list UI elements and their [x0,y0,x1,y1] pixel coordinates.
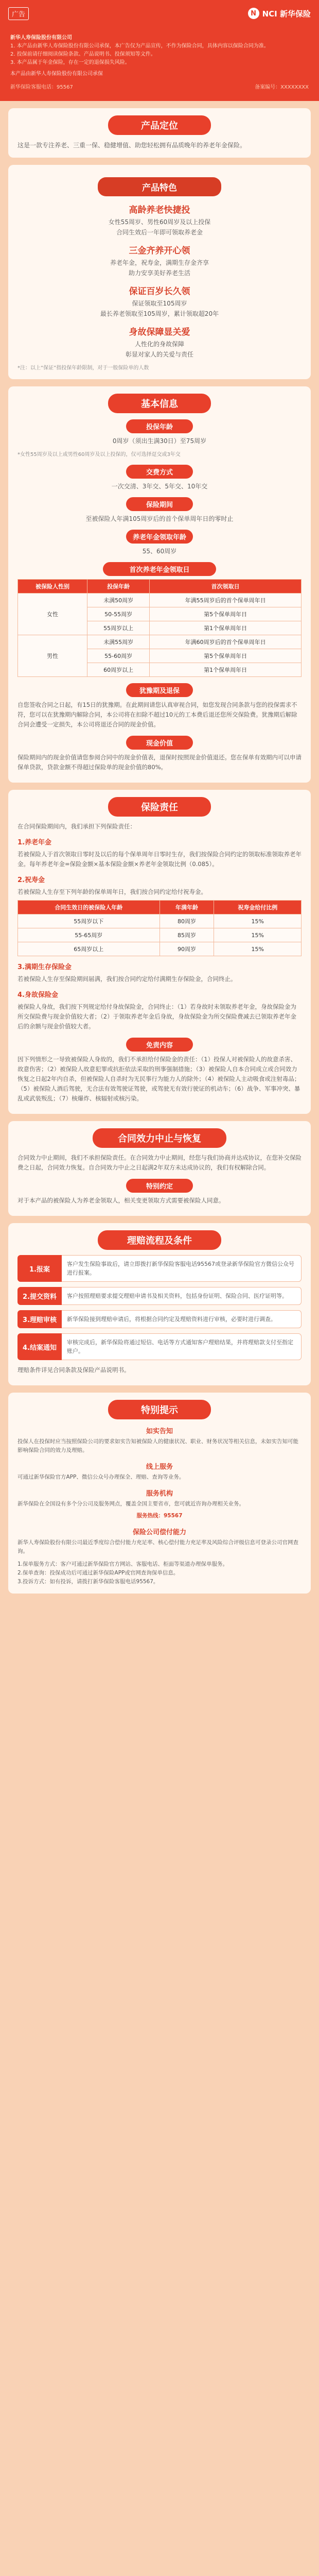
ad-badge: 广告 [8,7,29,20]
table-header: 合同生效日的被保险人年龄 [18,901,160,914]
feature-text: 养老年金，祝寿金，满期生存金齐享 [110,259,209,266]
contract-section [8,1121,311,1216]
feature-text: 人性化的身故保障 [134,341,184,348]
claim-step-label: 1.报案 [17,1255,62,1282]
notice-heading: 线上服务 [146,1463,173,1471]
feature-title: 保证百岁长久领 [129,286,190,297]
table-cell: 第5个保单周年日 [150,649,302,663]
table-cell: 80周岁 [160,914,214,928]
exemption-text: 因下列情形之一导致被保险人身故的，我们不承担给付保险金的责任：（1）投保人对被保险人的故意杀害、故意伤害；（2）被保险人故意犯罪或抗拒依法采取的刑事强制措施；（3）被保险人自本合同成立或合同效力恢复之日起2年内自杀，但被保险人自杀时为无民事行为能力人的除外；（4）被保险人主动吸食或注射毒品；（5）被保险人酒后驾驶，无合法有效驾驶证驾驶，或驾驶无有效行驶证的机动车；（6）战争、军事冲突、暴乱或武装叛乱；（7）核爆炸、核辐射或核污染。 [17,1056,300,1102]
table-header: 投保年龄 [87,580,150,594]
section-title: 保险责任 [108,797,211,817]
table-cell: 未满55周岁 [87,635,150,649]
table-row [18,594,302,607]
claim-step-label: 3.理赔审核 [17,1310,62,1328]
positioning-text: 这是一款专注养老、三重一保、稳健增值、助您轻松拥有品质晚年的养老年金保险。 [17,142,246,149]
pay-text: 一次交清、3年交、5年交、10年交 [111,483,208,490]
section-title: 基本信息 [108,394,211,413]
notice-heading: 服务机构 [146,1490,173,1498]
hero-sub: 本产品由新华人寿保险股份有限公司承保 [10,71,103,77]
cash-pill: 现金价值 [126,736,193,750]
hero-foot-right: 备案编号：XXXXXXXX [255,84,309,90]
hesitation-text: 自您签收合同之日起，有15日的犹豫期。在此期间请您认真审视合同，如您发现合同条款与您的投保需求不符，您可以在犹豫期内解除合同，本公司将在扣除不超过10元的工本费后退还您所交保险费。犹豫期后解除合同会遭受一定损失，本公司将退还合同的现金价值。 [17,701,297,728]
claim-step-label: 4.结案通知 [17,1333,62,1360]
hero-disclaimer [0,27,319,101]
table-cell: 90周岁 [160,942,214,956]
tip-item: 1.保单服务方式：客户可通过新华保险官方网站、客服电话、柜面等渠道办理保单服务。 [17,1561,228,1567]
table-cell: 男性 [18,635,87,677]
table-header: 祝寿金给付比例 [214,901,302,914]
table-row [18,942,302,956]
table-cell: 15% [214,942,302,956]
features-note: *注：以上“保证”指投保年龄限制，对于一般保险单的人数 [17,365,149,371]
table-cell: 50-55周岁 [87,607,150,621]
first-pay-title: 首次养老年金领取日 [103,562,216,576]
notice-text: 可通过新华保险官方APP、微信公众号办理保全、理赔、查询等业务。 [17,1474,185,1480]
coverage-item-title: 4.身故保险金 [17,991,58,999]
coverage-item-text: 若被保险人生存至保险期间届满，我们按合同约定给付满期生存保险金，合同终止。 [17,975,237,982]
table-cell: 第1个保单周年日 [150,663,302,677]
hero-line: 1. 本产品由新华人寿保险股份有限公司承保，本广告仅为产品宣传，不作为保险合同，具体内容以保险合同为准。 [10,43,269,49]
claim-step [17,1333,302,1360]
table-cell: 55-60周岁 [87,649,150,663]
table-cell: 85周岁 [160,928,214,942]
table-cell: 65周岁以上 [18,942,160,956]
coverage-section [8,790,311,1114]
claims-foot: 理赔条件详见合同条款及保险产品说明书。 [17,1366,130,1374]
table-row [18,914,302,928]
claim-step-text: 客户按照理赔要求提交理赔申请书及相关资料，包括身份证明、保险合同、医疗证明等。 [62,1287,302,1305]
feature-text: 助力安享美好养老生活 [128,269,190,277]
feature-text: 最长养老领取至105周岁，累计领取超20年 [100,310,219,317]
notice-section [8,1393,311,1594]
table-cell: 15% [214,928,302,942]
feature-title: 身故保障显关爱 [129,327,190,337]
notice-text: 新华人寿保险股份有限公司最近季度综合偿付能力充足率、核心偿付能力充足率及风险综合评级信息可登录公司官网查询。 [17,1539,298,1554]
table-cell: 年满55周岁后的首个保单周年日 [150,594,302,607]
hero-line: 3. 本产品属于年金保险，存在一定的退保损失风险。 [10,60,130,65]
start-text: 55、60周岁 [142,548,177,555]
claim-step-label: 2.提交资料 [17,1287,62,1305]
section-title: 理赔流程及条件 [98,1230,221,1250]
table-cell: 未满50周岁 [87,594,150,607]
special-pill: 特别约定 [126,1179,193,1193]
age-pill: 投保年龄 [126,419,193,433]
claim-step-text: 客户发生保险事故后，请立即拨打新华保险客服电话95567或登录新华保险官方微信公众号进行报案。 [62,1255,302,1282]
footer-decoration [0,1594,319,1624]
table-cell: 第1个保单周年日 [150,621,302,635]
start-pill: 养老年金领取年龄 [126,530,193,544]
table-cell: 55周岁以下 [18,914,160,928]
positioning-section [8,108,311,158]
tip-item: 3.投诉方式：如有投诉，请拨打新华保险客服电话95567。 [17,1579,159,1585]
section-title: 特别提示 [108,1400,211,1419]
coverage-item-title: 1.养老年金 [17,839,51,846]
hesitation-pill: 犹豫期及退保 [126,683,193,697]
special-text: 对于本产品的被保险人为养老金领取人，相关变更领取方式需要被保险人同意。 [17,1197,225,1204]
hero-foot-left: 新华保险客服电话：95567 [10,84,73,90]
coverage-intro: 在合同保险期间内，我们承担下列保险责任： [17,823,136,830]
period-text: 至被保险人年满105周岁后的首个保单周年日的零时止 [85,515,234,522]
table-cell: 55-65周岁 [18,928,160,942]
table-header: 被保险人性别 [18,580,87,594]
notice-heading: 如实告知 [146,1428,173,1435]
notice-text: 投保人在投保时应当按照保险公司的要求如实告知被保险人的健康状况、职业、财务状况等相关信息，未如实告知可能影响保险合同的效力及理赔。 [17,1438,298,1453]
table-cell: 第5个保单周年日 [150,607,302,621]
coverage-item-title: 2.祝寿金 [17,876,45,884]
table-cell: 年满60周岁后的首个保单周年日 [150,635,302,649]
feature-text: 合同生效后一年即可领取养老金 [116,229,203,236]
coverage-item-text: 若被保险人于首次领取日零时及以后的每个保单周年日零时生存，我们按保险合同约定的领取标准领取养老年金。每年养老年金=保险金额×基本保险金额×养老年金领取比例（0.085）。 [17,851,302,868]
table-cell: 15% [214,914,302,928]
table-header: 首次领取日 [150,580,302,594]
claim-step-text: 审核完成后，新华保险将通过短信、电话等方式通知客户理赔结果，并将理赔款支付至指定账户。 [62,1333,302,1360]
features-section [8,165,311,379]
feature-title: 高龄养老快捷投 [129,205,190,215]
notice-text: 新华保险在全国设有多个分公司及服务网点，覆盖全国主要省市，您可就近咨询办理相关业务。 [17,1501,244,1507]
hero-line: 新华人寿保险股份有限公司 [10,35,72,41]
brand-logo [248,8,311,19]
table-cell: 女性 [18,594,87,635]
features-banner: 产品特色 [98,177,221,196]
table-row [18,928,302,942]
first-pay-table [17,579,302,677]
top-bar [0,0,319,27]
feature-text: 保证领取至105周岁 [132,300,187,307]
coverage-item-text: 被保险人身故，我们按下列规定给付身故保险金，合同终止：（1）若身故时未领取养老年金，身故保险金为所交保险费与现金价值较大者；（2）于领取养老年金后身故，身故保险金为所交保险费减去已领取养老年金后的余额与现金价值较大者。 [17,1003,297,1030]
logo-text: NCI 新华保险 [262,9,311,19]
hotline[interactable]: 服务热线：95567 [136,1513,183,1519]
pay-pill: 交费方式 [126,465,193,479]
table-cell: 55周岁以上 [87,621,150,635]
table-header: 年满年龄 [160,901,214,914]
basic-info-section [8,386,311,783]
claim-step [17,1287,302,1305]
age-note: *女性55周岁及以上或男性60周岁及以上投保的，仅可选择趸交或3年交 [17,452,181,457]
cash-text: 保险期间内的现金价值请您参阅合同中的现金价值表，退保时按照现金价值退还。您在保单有效期内可以申请保单贷款，贷款金额不得超过保险单的现金价值的80%。 [17,754,302,771]
tip-item: 2.保单查询：投保成功后可通过新华保险APP或官网查询保单信息。 [17,1570,179,1576]
claim-step [17,1255,302,1282]
feature-text: 女性55周岁、男性60周岁及以上投保 [108,218,211,226]
coverage-item-title: 3.满期生存保险金 [17,963,72,971]
logo-icon: N [248,8,259,19]
bonus-table [17,900,302,956]
hero-line: 2. 投保前请仔细阅读保险条款、产品说明书、投保须知等文件。 [10,52,156,57]
claim-step-text: 新华保险接到理赔申请后，将根据合同约定及理赔资料进行审核，必要时进行调查。 [62,1310,302,1328]
feature-text: 彰显对家人的关爱与责任 [125,351,193,358]
period-pill: 保险期间 [126,497,193,511]
exemption-pill: 免责内容 [126,1038,193,1052]
notice-heading: 保险公司偿付能力 [132,1529,186,1536]
contract-text: 合同效力中止期间，我们不承担保险责任。在合同效力中止期间，经您与我们协商并达成协议，在您补交保险费之日起，合同效力恢复。自合同效力中止之日起满2年双方未达成协议的，我们有权解除合同。 [17,1154,302,1171]
claims-section [8,1223,311,1385]
feature-title: 三金齐养开心领 [129,246,190,256]
table-row [18,635,302,649]
table-cell: 60周岁以上 [87,663,150,677]
section-title: 合同效力中止与恢复 [93,1128,226,1148]
age-text: 0周岁（须出生满30日）至75周岁 [112,437,207,445]
coverage-item-text: 若被保险人生存至下列年龄的保单周年日，我们按合同约定给付祝寿金。 [17,888,207,895]
claim-step [17,1310,302,1328]
section-title: 产品定位 [108,115,211,135]
